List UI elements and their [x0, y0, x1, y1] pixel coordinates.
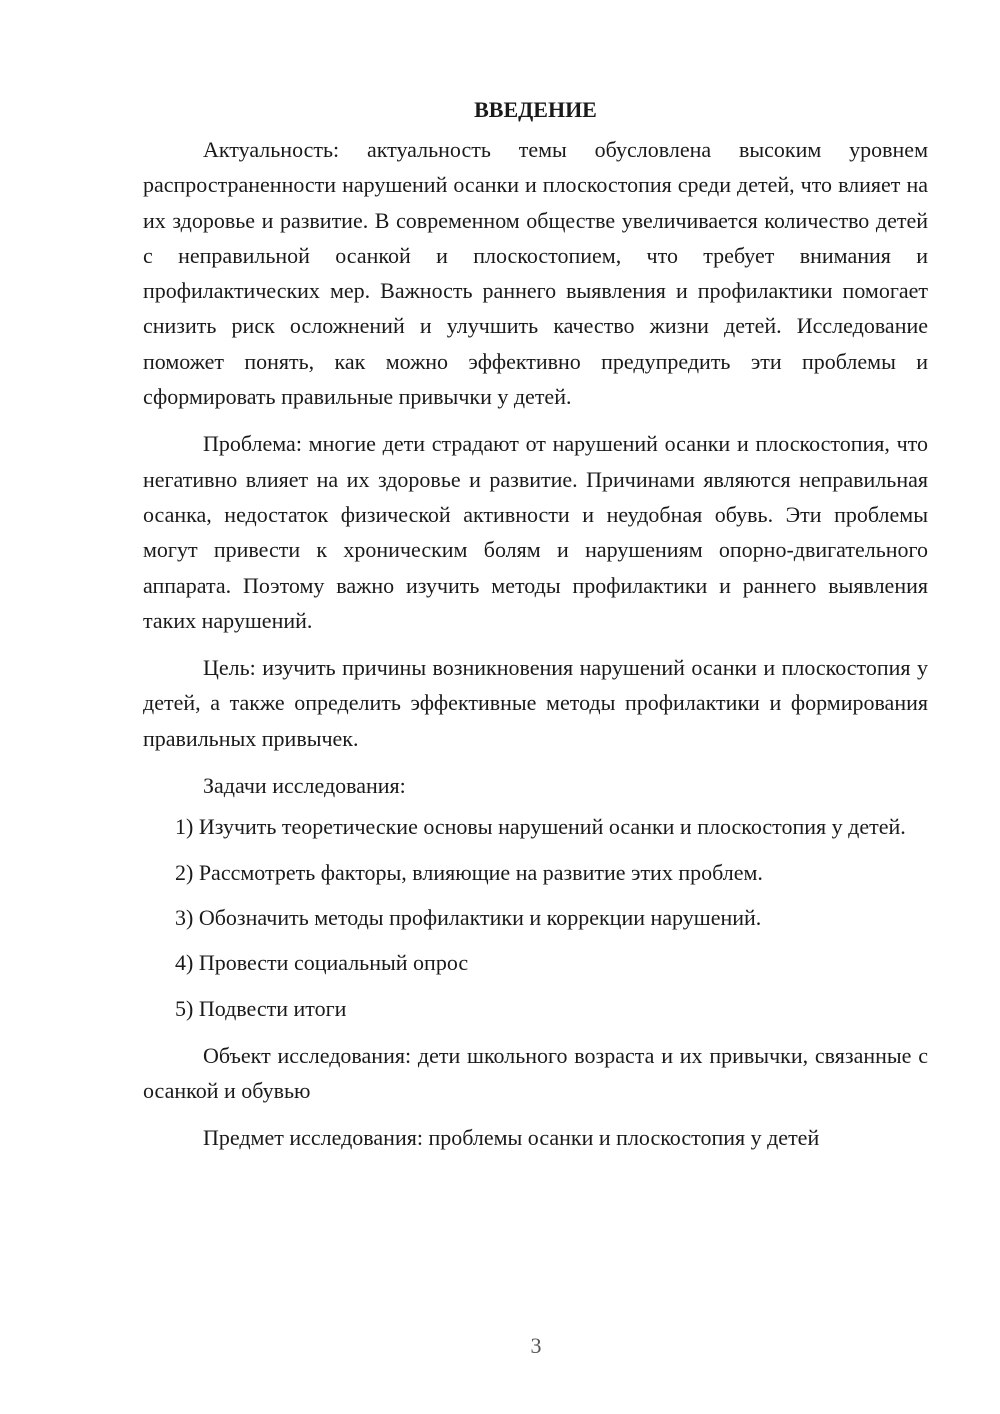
page-number: 3 [530, 1333, 542, 1358]
document-page [143, 92, 928, 1156]
task-item-1: 1) Изучить теоретические основы нарушений осанки и плоскостопия у детей. [175, 814, 906, 840]
task-item-3: 3) Обозначить методы профилактики и коррекции нарушений. [175, 904, 762, 930]
subject-paragraph: Предмет исследования: проблемы осанки и плоскостопия у детей [203, 1125, 820, 1151]
task-item-2: 2) Рассмотреть факторы, влияющие на развитие этих проблем. [175, 859, 763, 885]
object-paragraph: Объект исследования: дети школьного возраста и их привычки, связанные с осанкой и обувью [143, 1042, 928, 1104]
tasks-heading: Задачи исследования: [203, 773, 406, 799]
relevance-paragraph: Актуальность: актуальность темы обусловлена высоким уровнем распространенности нарушений осанки и плоскостопия среди детей, что влияет на их здоровье и развитие. В современном обществе увеличивается количество детей с неправильной осанкой и плоскостопием, что требует внимания и профилактических мер. Важность раннего выявления и профилактики помогает снизить риск осложнений и улучшить качество жизни детей. Исследование поможет понять, как можно эффективно предупредить эти проблемы и сформировать правильные привычки у детей. [143, 137, 928, 410]
page-title: ВВЕДЕНИЕ [474, 97, 597, 122]
task-item-5: 5) Подвести итоги [175, 995, 347, 1021]
task-item-4: 4) Провести социальный опрос [175, 950, 469, 976]
problem-paragraph: Проблема: многие дети страдают от нарушений осанки и плоскостопия, что негативно влияет на их здоровье и развитие. Причинами являются неправильная осанка, недостаток физической активности и неудобная обувь. Эти проблемы могут привести к хроническим болям и нарушениям опорно-двигательного аппарата. Поэтому важно изучить методы профилактики и раннего выявления таких нарушений. [143, 431, 928, 633]
goal-paragraph: Цель: изучить причины возникновения нарушений осанки и плоскостопия у детей, а также определить эффективные методы профилактики и формирования правильных привычек. [143, 655, 928, 751]
